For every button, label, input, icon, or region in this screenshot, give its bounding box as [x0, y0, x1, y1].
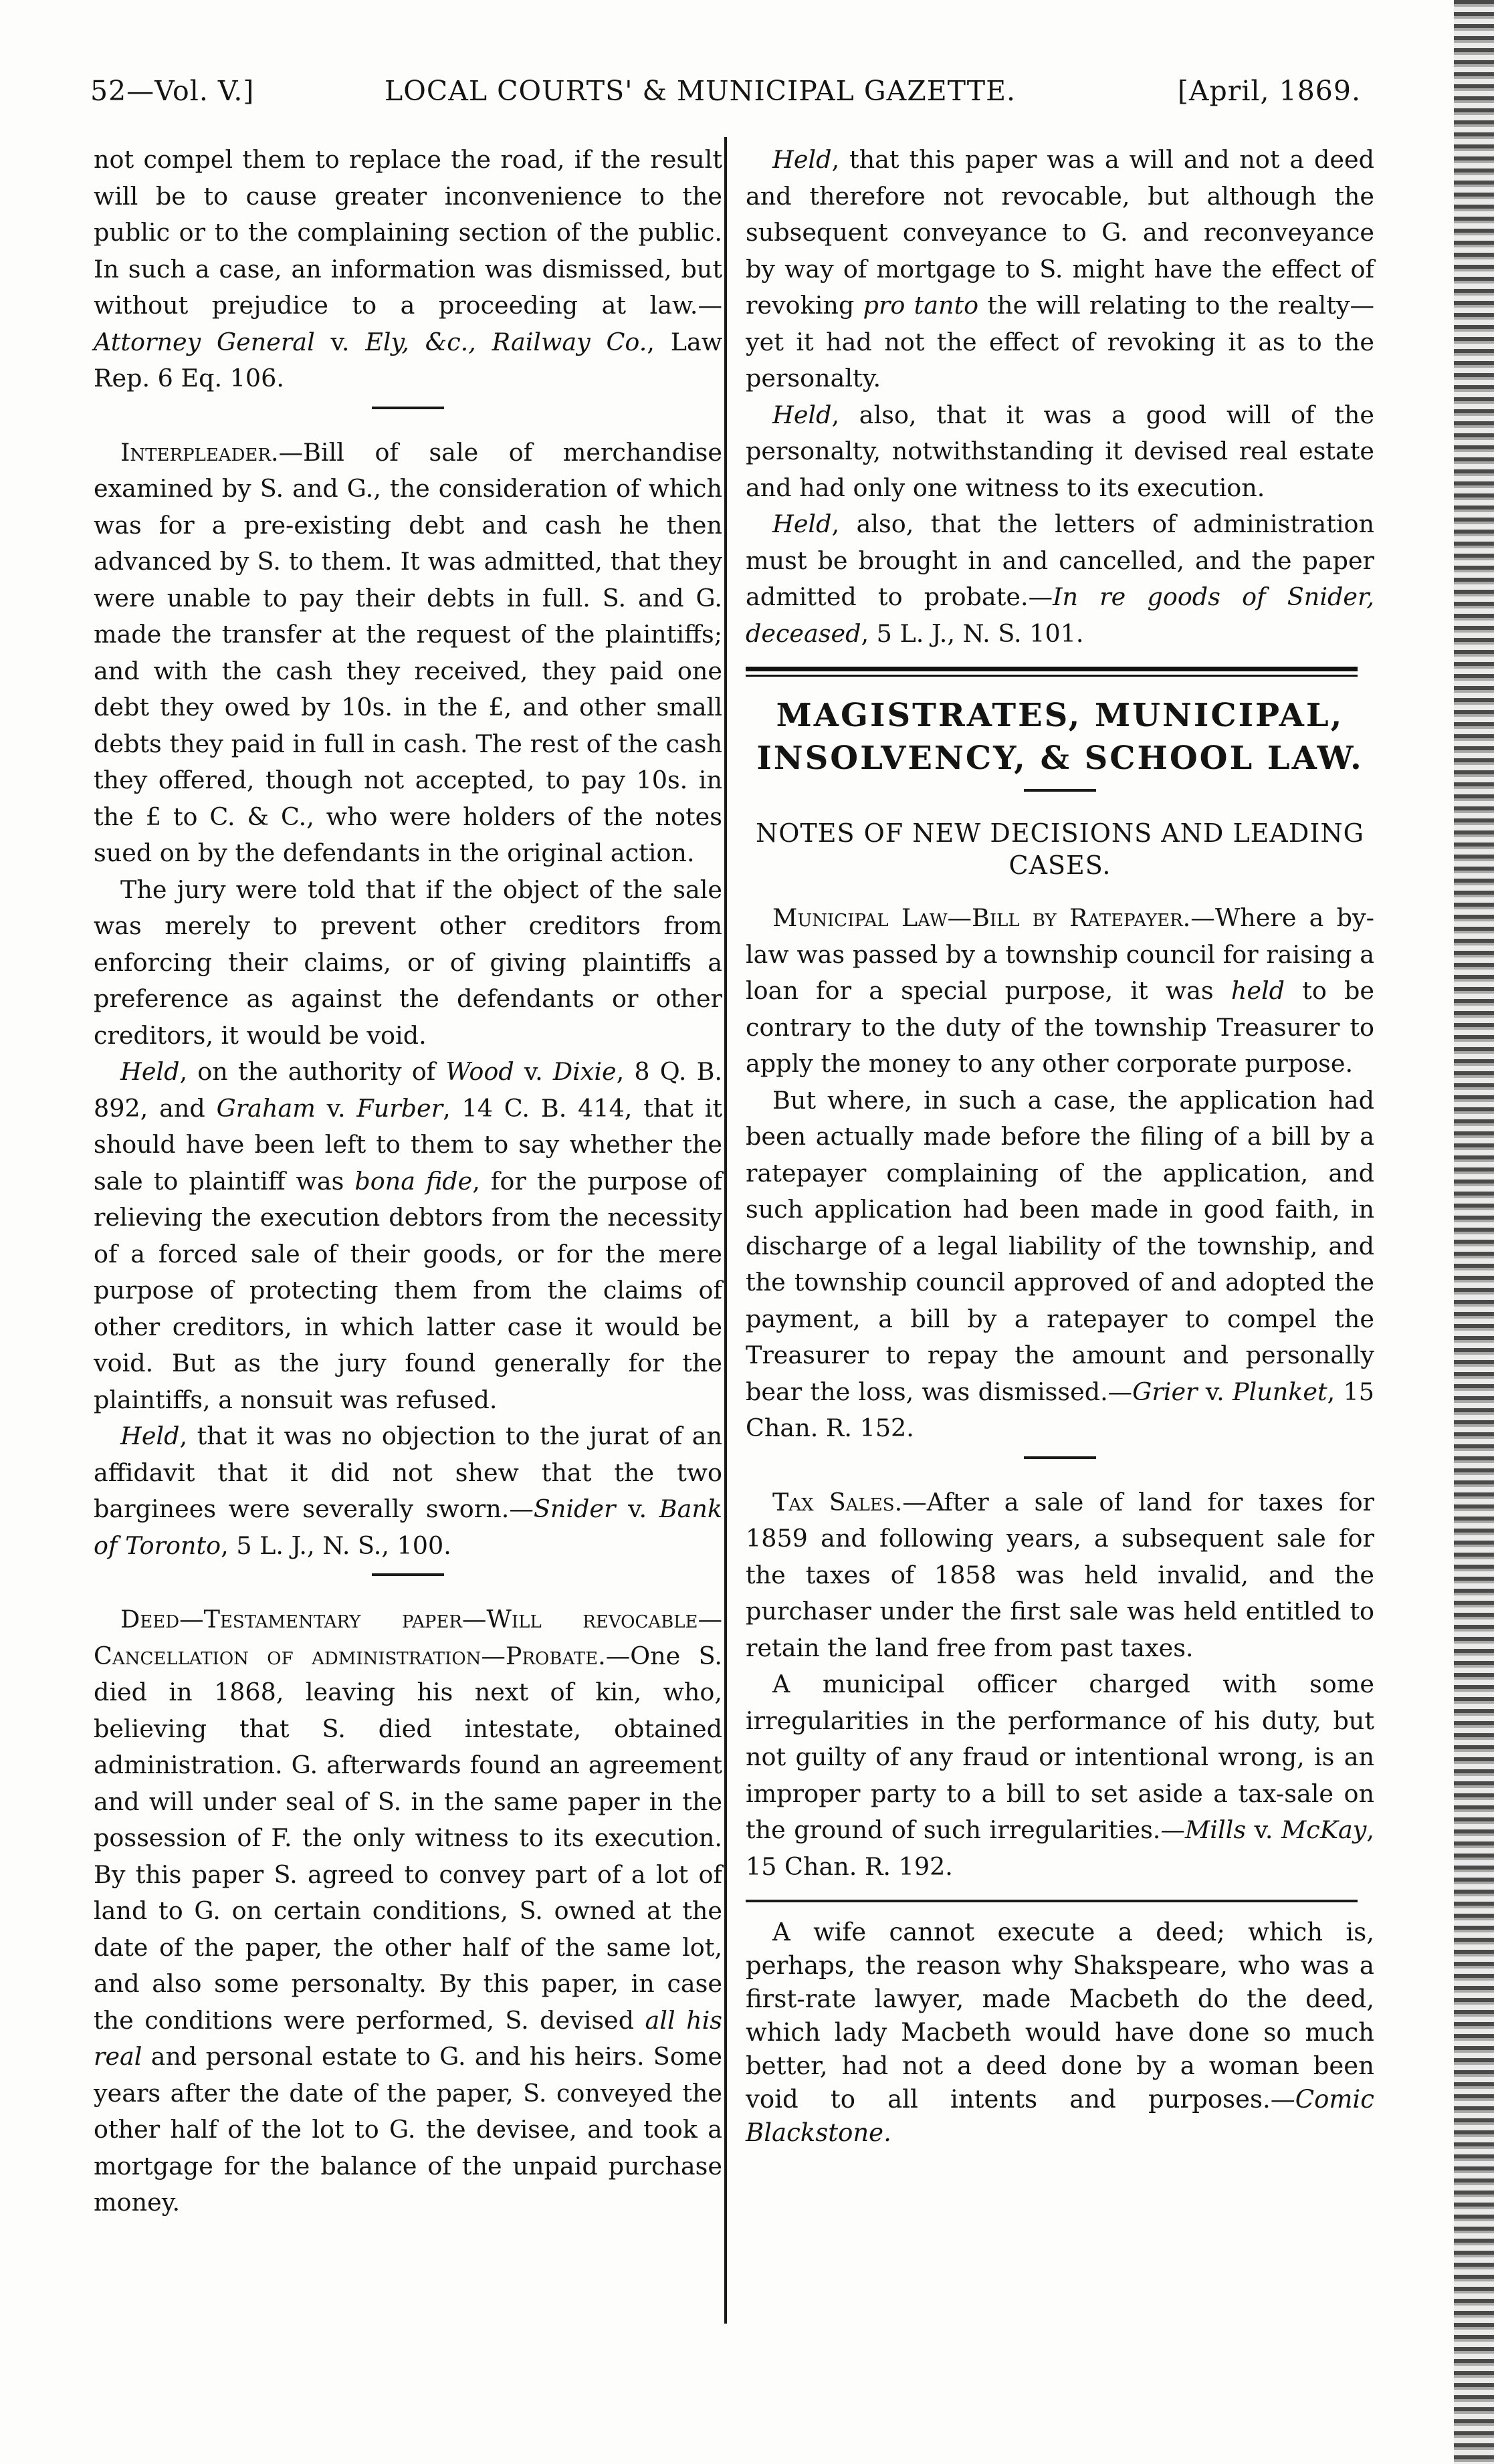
case-heading: Interpleader.	[120, 437, 279, 467]
paragraph-deed: Deed—Testamentary paper—Will revocable—Cancellation of administration—Probate.—One S. died in 1868, leaving his next of kin, who, believing that S. died intestate, obtained administration. G. afterwards found an agreement and will under seal of S. in the same paper in the possession of F. the only witness to its execution. By this paper S. agreed to convey part of a lot of land to G. on certain conditions, S. owned at the date of the paper, the other half of the same lot, and also some personalty. By this paper, in case the conditions were performed, S. devised all his real and personal estate to G. and his heirs. Some years after the date of the paper, S. conveyed the other half of the lot to G. the devisee, and took a mortgage for the balance of the unpaid purchase money.	[94, 1605, 722, 2217]
case-heading: Deed—Testamentary paper—Will revocable—Cancellation of administration—Probate.	[94, 1605, 722, 1670]
paragraph-tax-sales: Tax Sales.—After a sale of land for taxes for 1859 and following years, a subsequent sale for the taxes of 1858 was held invalid, and the purchaser under the first sale was held entitled to retain the land free from past taxes.	[746, 1487, 1374, 1662]
section-rule	[1024, 1456, 1096, 1459]
section-double-rule	[746, 667, 1358, 677]
note-rule	[746, 1900, 1358, 1902]
paragraph-officer: A municipal officer charged with some irregularities in the performance of his duty, but not guilty of any fraud or intentional wrong, is an improper party to a bill to set aside a tax-sale on the ground of such irregularities.—Mills v. McKay, 15 Chan. R. 192.	[746, 1670, 1374, 1881]
paragraph-municipal: Municipal Law—Bill by Ratepayer.—Where a by-law was passed by a township council for raising a loan for a special purpose, it was held to be contrary to the duty of the township Treasurer to apply the money to any other corporate purpose.	[746, 903, 1374, 1078]
paragraph-jury: The jury were told that if the object of the sale was merely to prevent other creditors from enforcing their claims, or of giving plaintiffs a preference as against the defendants or other creditors, it would be void.	[94, 875, 722, 1050]
running-title: LOCAL COURTS' & MUNICIPAL GAZETTE.	[385, 75, 1017, 107]
case-heading: Municipal Law—Bill by Ratepayer.	[772, 903, 1191, 932]
paragraph-held-will: Held, that this paper was a will and not a deed and therefore not revocable, but although the subsequent conveyance to G. and reconveyance by way of mortgage to S. might have the effect of revoking pro tanto the will relating to the realty—yet it had not the effect of revoking it as to the personalty.	[746, 145, 1374, 393]
paragraph-held-personalty: Held, also, that it was a good will of the personalty, notwithstanding it devised real estate and had only one witness to its execution.	[746, 400, 1374, 502]
section-rule	[372, 1573, 444, 1576]
section-subheading: NOTES OF NEW DECISIONS AND LEADING CASES.	[756, 818, 1364, 880]
section-rule	[372, 407, 444, 409]
page-folio: 52—Vol. V.]	[90, 75, 255, 107]
paragraph-held-letters: Held, also, that the letters of administration must be brought in and cancelled, and the paper admitted to probate.—In re goods of Snider, deceased, 5 L. J., N. S. 101.	[746, 510, 1374, 648]
case-heading: Tax Sales.	[772, 1487, 903, 1517]
column-divider	[724, 137, 727, 2324]
page-header	[90, 75, 1361, 122]
right-column	[746, 142, 1374, 2150]
paragraph-but-where: But where, in such a case, the application had been actually made before the filing of a bill by a ratepayer complaining of the application, and such application had been made in good faith, in discharge of a legal liability of the township, and the township council approved of and adopted the payment, a bill by a ratepayer to compel the Treasurer to repay the amount and personally bear the loss, was dismissed.—Grier v. Plunket, 15 Chan. R. 152.	[746, 1085, 1374, 1442]
section-rule	[1024, 789, 1096, 792]
paragraph-road: not compel them to replace the road, if the result will be to cause greater inconvenience to the public or to the complaining section of the public. In such a case, an information was dismissed, but without prejudice to a proceeding at law.—Attorney General v. Ely, &c., Railway Co., Law Rep. 6 Eq. 106.	[94, 145, 722, 393]
paragraph-held-jurat: Held, that it was no objection to the jurat of an affidavit that it did not shew that the two barginees were severally sworn.—Snider v. Bank of Toronto, 5 L. J., N. S., 100.	[94, 1422, 722, 1560]
left-column	[94, 142, 722, 2221]
issue-date: [April, 1869.	[1177, 75, 1361, 107]
page-edge-shadow	[1454, 0, 1494, 2464]
paragraph-note: A wife cannot execute a deed; which is, perhaps, the reason why Shakspeare, who was a first-rate lawyer, made Macbeth do the deed, which lady Macbeth would have done so much better, had not a deed done by a woman been void to all intents and purposes.—Comic Blackstone.	[746, 1918, 1374, 2147]
section-heading: MAGISTRATES, MUNICIPAL, INSOLVENCY, & SCHOOL LAW.	[756, 697, 1364, 777]
paragraph-interpleader: Interpleader.—Bill of sale of merchandise examined by S. and G., the consideration of which was for a pre-existing debt and cash he then advanced by S. to them. It was admitted, that they were unable to pay their debts in full. S. and G. made the transfer at the request of the plaintiffs; and with the cash they received, they paid one debt they owed by 10s. in the £, and other small debts they paid in full in cash. The rest of the cash they offered, though not accepted, to pay 10s. in the £ to C. & C., who were holders of the notes sued on by the defendants in the original action.	[94, 437, 722, 867]
paragraph-held: Held, on the authority of Wood v. Dixie, 8 Q. B. 892, and Graham v. Furber, 14 C. B. 414, that it should have been left to them to say whether the sale to plaintiff was bona fide, for the purpose of relieving the execution debtors from the necessity of a forced sale of their goods, or for the mere purpose of protecting them from the claims of other creditors, in which latter case it would be void. But as the jury found generally for the plaintiffs, a nonsuit was refused.	[94, 1057, 723, 1414]
